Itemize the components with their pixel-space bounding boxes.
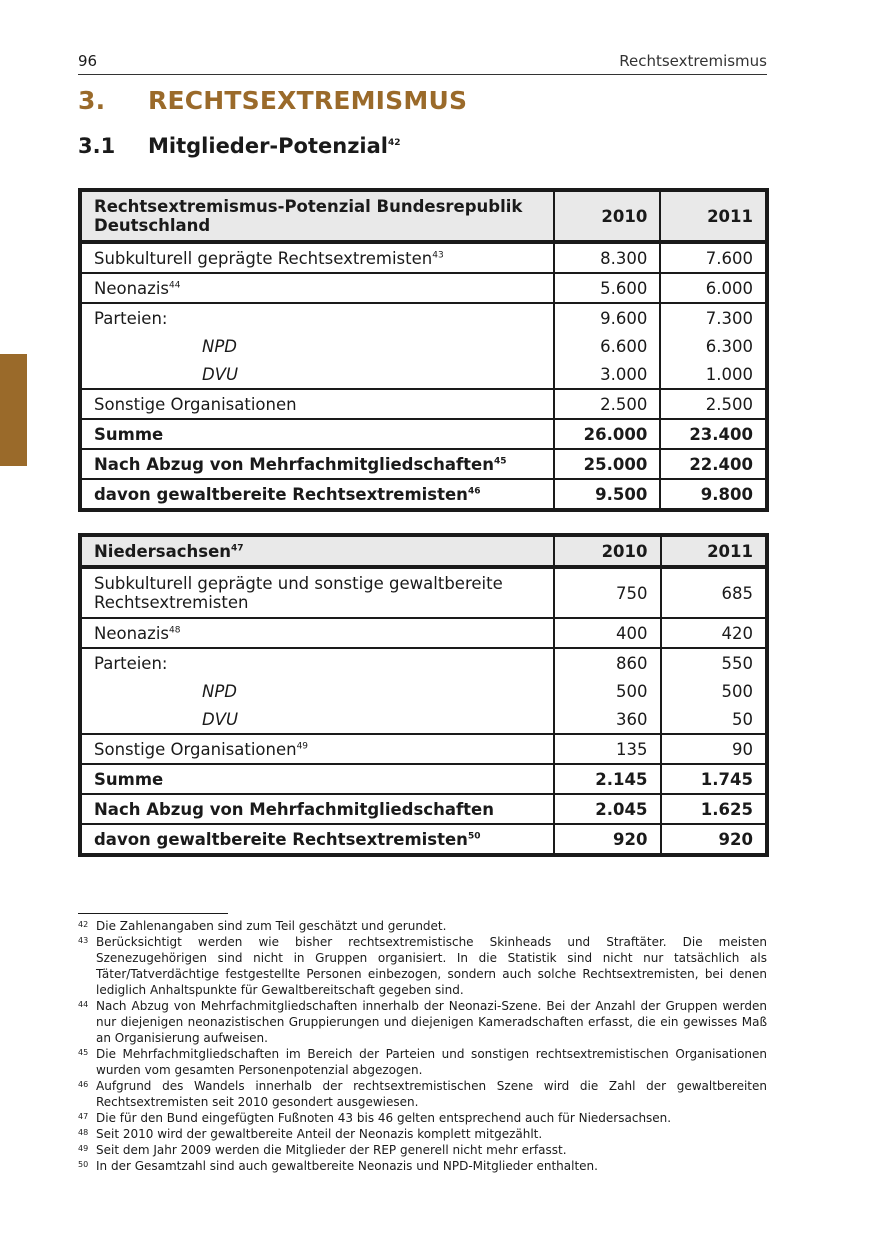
cell-2010: 920 [554,824,660,855]
row-label: Nach Abzug von Mehrfachmitgliedschaften$^{45}$ [80,449,554,479]
table-row [80,389,767,419]
footnote-ref[interactable]: 46 [467,486,481,496]
chapter-title-text: RECHTSEXTREMISMUS [148,86,468,115]
table-row [80,705,767,734]
footnote-ref[interactable]: 48 [169,625,181,635]
cell-2011: 22.400 [660,449,767,479]
footnote-number: 48 [78,1128,89,1137]
table-row [80,734,767,764]
row-label: Parteien: [80,303,554,332]
table-row-total [80,824,767,855]
footnote-number: 46 [78,1080,89,1089]
cell-2010: 2.045 [554,794,660,824]
table-row-total [80,794,767,824]
footnote [78,1126,767,1142]
cell-2011: 550 [661,648,768,677]
header-rule [78,74,767,75]
footnote-rule [78,913,228,914]
table-row-total [80,449,767,479]
section-title-text: Mitglieder-Potenzial [148,134,388,158]
cell-2010: 5.600 [554,273,661,303]
row-label: Subkulturell geprägte und sonstige gewaltbereite Rechtsextremisten [80,567,554,618]
cell-2011: 90 [661,734,768,764]
cell-2011: 685 [661,567,768,618]
chapter-side-tab [0,354,27,466]
footnote-ref[interactable]: 47 [231,543,244,553]
footnote-number: 43 [78,936,89,945]
table-row [80,242,767,273]
table-row-total [80,479,767,510]
cell-2010: 6.600 [554,332,661,360]
table-row-total [80,764,767,794]
footnote-ref[interactable]: 43 [432,250,444,260]
table-row [80,303,767,332]
footnote [78,918,767,934]
row-label: DVU [80,705,554,734]
cell-2010: 860 [554,648,660,677]
footnote [78,1046,767,1078]
cell-2011: 500 [661,677,768,705]
table-row [80,332,767,360]
footnote-number: 50 [78,1160,89,1169]
table-row [80,273,767,303]
row-label: Sonstige Organisationen$^{49}$ [80,734,554,764]
chapter-title [78,86,467,115]
row-label: DVU [80,360,554,389]
cell-2010: 135 [554,734,660,764]
cell-2011: 50 [661,705,768,734]
cell-2011: 2.500 [660,389,767,419]
footnote [78,1110,767,1126]
row-label: Summe [80,419,554,449]
chapter-number: 3. [78,86,106,115]
footnote-text: Seit dem Jahr 2009 werden die Mitglieder der REP generell nicht mehr erfasst. [96,1143,567,1157]
cell-2010: 25.000 [554,449,661,479]
row-label: davon gewaltbereite Rechtsextremisten$^{50}$ [80,824,554,855]
footnote-number: 47 [78,1112,89,1121]
footnote-number: 44 [78,1000,89,1009]
cell-2011: 1.000 [660,360,767,389]
footnotes [78,918,767,1174]
footnote-ref[interactable]: 42 [388,138,401,148]
section-title [78,134,401,158]
cell-2011: 420 [661,618,768,648]
cell-2010: 9.500 [554,479,661,510]
table-row [80,677,767,705]
footnote [78,934,767,998]
footnote-text: Aufgrund des Wandels innerhalb der rechtsextremistischen Szene wird die Zahl der gewaltbereiten Rechtsextremisten seit 2010 gesondert ausgewiesen. [96,1079,767,1109]
cell-2011: 920 [661,824,768,855]
page-number: 96 [78,52,98,70]
table-header-row [80,190,767,242]
row-label: Sonstige Organisationen [80,389,554,419]
footnote-text: Die für den Bund eingefügten Fußnoten 43 bis 46 gelten entsprechend auch für Niedersachsen. [96,1111,672,1125]
footnote-ref[interactable]: 45 [493,456,507,466]
cell-2011: 9.800 [660,479,767,510]
table-header-label: Niedersachsen$^{47}$ [80,535,554,567]
table-row [80,567,767,618]
table-row [80,618,767,648]
section-number: 3.1 [78,134,116,158]
cell-2010: 2.145 [554,764,660,794]
row-label: davon gewaltbereite Rechtsextremisten$^{46}$ [80,479,554,510]
row-label: Nach Abzug von Mehrfachmitgliedschaften [80,794,554,824]
footnote [78,998,767,1046]
cell-2010: 750 [554,567,660,618]
row-label: NPD [80,332,554,360]
cell-2010: 360 [554,705,660,734]
row-label: Summe [80,764,554,794]
footnote-text: Die Zahlenangaben sind zum Teil geschätzt und gerundet. [96,919,447,933]
footnote-ref[interactable]: 50 [467,831,481,841]
footnote-text: Die Mehrfachmitgliedschaften im Bereich der Parteien und sonstigen rechtsextremistischen Organisationen wurden vom gesamten Personenpotenzial abgezogen. [96,1047,767,1077]
cell-2011: 1.625 [661,794,768,824]
cell-2010: 3.000 [554,360,661,389]
cell-2010: 500 [554,677,660,705]
row-label: Neonazis$^{48}$ [80,618,554,648]
table-header-row [80,535,767,567]
cell-2011: 7.300 [660,303,767,332]
footnote [78,1078,767,1110]
cell-2011: 6.300 [660,332,767,360]
cell-2011: 23.400 [660,419,767,449]
cell-2010: 2.500 [554,389,661,419]
footnote-number: 49 [78,1144,89,1153]
row-label: Neonazis$^{44}$ [80,273,554,303]
cell-2010: 9.600 [554,303,661,332]
table-header-year: 2011 [661,535,768,567]
table-lower-saxony [78,533,769,857]
row-label: Parteien: [80,648,554,677]
cell-2011: 7.600 [660,242,767,273]
table-row [80,360,767,389]
running-title: Rechtsextremismus [619,52,767,70]
table-federal [78,188,769,512]
footnote-text: Berücksichtigt werden wie bisher rechtsextremistische Skinheads und Straftäter. Die meisten Szenezugehörigen sind nicht in Gruppen organisiert. In die Statistik sind nicht nur tatsächlich als Täter/Tatverdächtige festgestellte Personen einbezogen, sondern auch solche Rechtsextremisten, bei denen lediglich Anhaltspunkte für Gewaltbereitschaft gegeben sind. [96,935,767,997]
footnote-text: Nach Abzug von Mehrfachmitgliedschaften innerhalb der Neonazi-Szene. Bei der Anzahl der Gruppen werden nur diejenigen neonazistischen Gruppierungen und diejenigen Kameradschaften erfasst, die ein gewisses Maß an Organisierung aufweisen. [96,999,767,1045]
footnote-number: 45 [78,1048,89,1057]
footnote-ref[interactable]: 44 [169,280,181,290]
row-label: Subkulturell geprägte Rechtsextremisten$^{43}$ [80,242,554,273]
row-label: NPD [80,677,554,705]
cell-2010: 400 [554,618,660,648]
cell-2010: 8.300 [554,242,661,273]
footnote-text: In der Gesamtzahl sind auch gewaltbereite Neonazis und NPD-Mitglieder enthalten. [96,1159,598,1173]
footnote-number: 42 [78,920,89,929]
footnote-ref[interactable]: 49 [296,741,309,751]
table-header-label: Rechtsextremismus-Potenzial Bundesrepublik Deutschland [80,190,554,242]
table-row [80,648,767,677]
footnote [78,1142,767,1158]
cell-2011: 6.000 [660,273,767,303]
table-header-year: 2011 [660,190,767,242]
table-header-year: 2010 [554,190,661,242]
footnote [78,1158,767,1174]
table-row-total [80,419,767,449]
cell-2011: 1.745 [661,764,768,794]
table-header-year: 2010 [554,535,660,567]
footnote-text: Seit 2010 wird der gewaltbereite Anteil der Neonazis komplett mitgezählt. [96,1127,543,1141]
cell-2010: 26.000 [554,419,661,449]
